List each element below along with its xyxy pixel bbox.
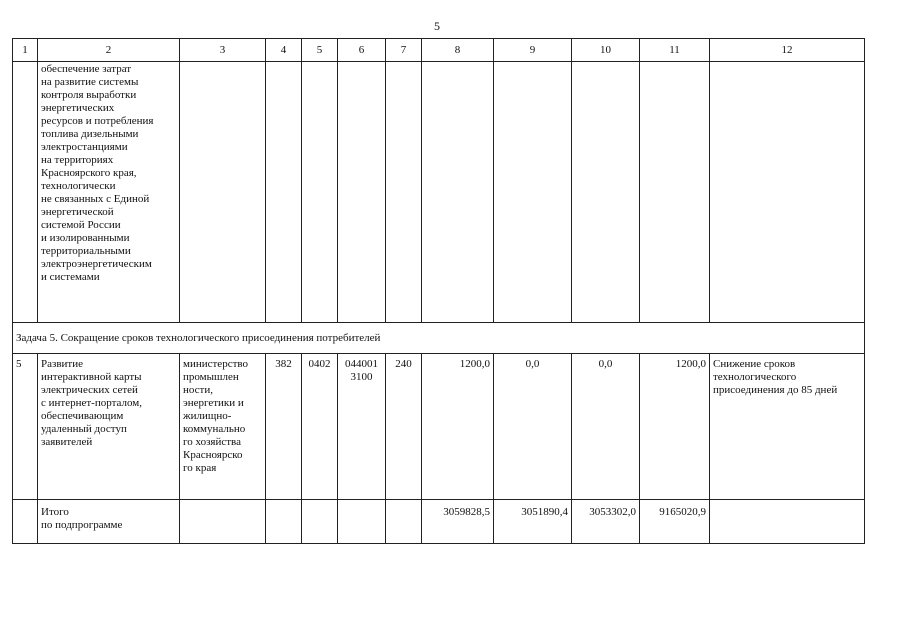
- header-cell: 10: [572, 39, 640, 62]
- header-row: [13, 39, 865, 62]
- code-cell: 0402: [302, 354, 338, 500]
- total-amount-cell: 9165020,9: [640, 500, 710, 544]
- header-cell: 7: [386, 39, 422, 62]
- header-cell: 1: [13, 39, 38, 62]
- code-cell: 044001 3100: [338, 354, 386, 500]
- amount-cell: 0,0: [572, 354, 640, 500]
- table-row: [13, 354, 865, 500]
- code-cell: 240: [386, 354, 422, 500]
- task-row: [13, 323, 865, 354]
- result-cell: Снижение сроков технологического присоединения до 85 дней: [710, 354, 865, 500]
- header-cell: 12: [710, 39, 865, 62]
- amount-cell: 1200,0: [422, 354, 494, 500]
- total-label: Итого по подпрограмме: [38, 500, 180, 544]
- header-cell: 8: [422, 39, 494, 62]
- header-cell: 11: [640, 39, 710, 62]
- table-row: [13, 62, 865, 323]
- task-heading: Задача 5. Сокращение сроков технологического присоединения потребителей: [13, 323, 865, 354]
- total-amount-cell: 3051890,4: [494, 500, 572, 544]
- header-cell: 2: [38, 39, 180, 62]
- header-cell: 3: [180, 39, 266, 62]
- measure-name-cell: Развитие интерактивной карты электрических сетей с интернет-порталом, обеспечивающим удаленный доступ заявителей: [38, 354, 180, 500]
- total-row: [13, 500, 865, 544]
- measure-name-cell: обеспечение затрат на развитие системы контроля выработки энергетических ресурсов и потребления топлива дизельными электростанциями на территориях Красноярского края, технологически не связанных с Единой энергетической системой России и изолированными территориальными электроэнергетическим и системами: [38, 62, 180, 323]
- program-table: [12, 38, 865, 544]
- code-cell: 382: [266, 354, 302, 500]
- row-number: 5: [13, 354, 38, 500]
- header-cell: 9: [494, 39, 572, 62]
- total-amount-cell: 3059828,5: [422, 500, 494, 544]
- header-cell: 5: [302, 39, 338, 62]
- header-cell: 4: [266, 39, 302, 62]
- header-cell: 6: [338, 39, 386, 62]
- total-amount-cell: 3053302,0: [572, 500, 640, 544]
- amount-cell: 1200,0: [640, 354, 710, 500]
- executor-cell: министерство промышлен ности, энергетики и жилищно- коммунально го хозяйства Красноярско го края: [180, 354, 266, 500]
- amount-cell: 0,0: [494, 354, 572, 500]
- page-number: 5: [434, 19, 440, 33]
